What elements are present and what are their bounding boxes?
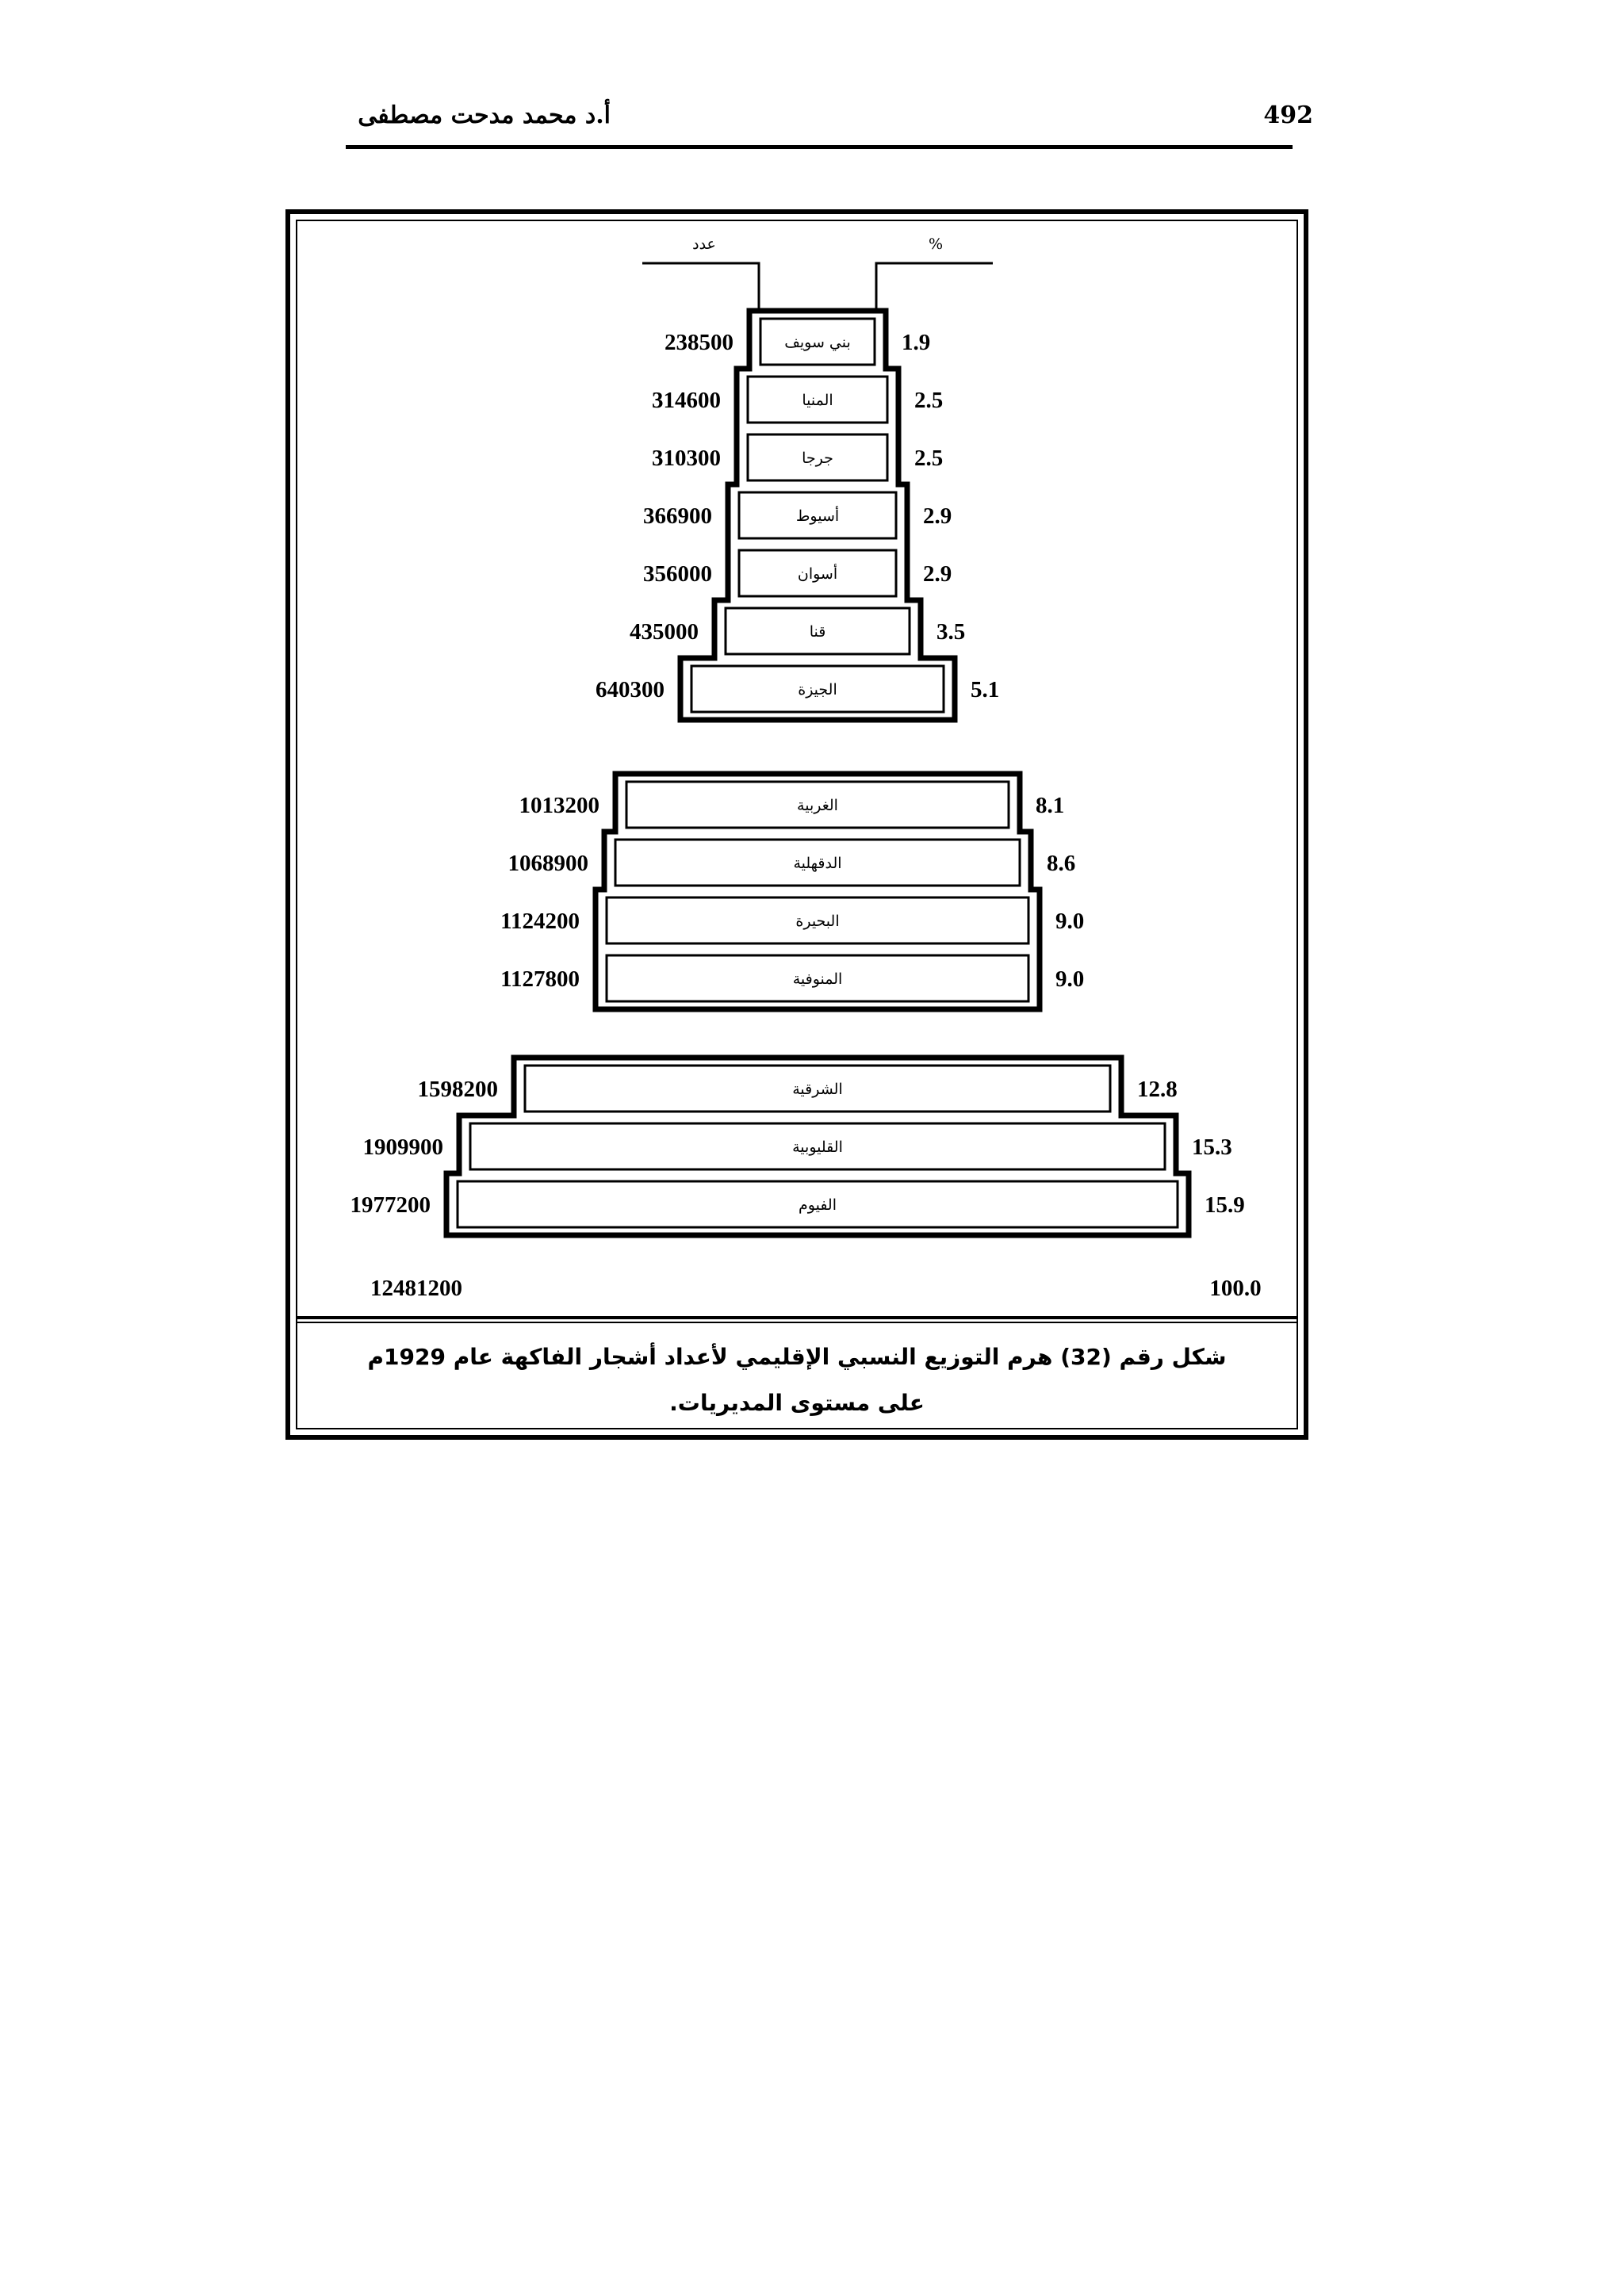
- count-value: 640300: [596, 677, 665, 702]
- count-value: 1124200: [500, 909, 580, 934]
- pyramid-chart: [285, 209, 1308, 1440]
- pyramid-row: [350, 1181, 1245, 1227]
- region-label: الفيوم: [799, 1196, 837, 1214]
- percent-value: 5.1: [971, 677, 1000, 702]
- frame-inner-border: [297, 220, 1297, 1429]
- count-value: 1977200: [350, 1192, 431, 1218]
- count-value: 1598200: [417, 1077, 498, 1102]
- region-label: الغربية: [797, 797, 838, 814]
- region-label: القليوبية: [792, 1138, 843, 1156]
- count-value: 1013200: [519, 793, 599, 818]
- figure-caption-line-2: على مستوى المديريات.: [669, 1390, 925, 1416]
- pyramid-row: [418, 1066, 1178, 1112]
- pyramid-row: [665, 319, 930, 365]
- pyramid-row: [596, 666, 999, 712]
- percent-value: 8.6: [1047, 851, 1076, 876]
- percent-value: 3.5: [936, 619, 966, 645]
- total-count: 12481200: [370, 1276, 462, 1301]
- percent-value: 12.8: [1137, 1077, 1178, 1102]
- header-author: أ.د محمد مدحت مصطفى: [358, 101, 611, 129]
- region-label: المنيا: [802, 392, 833, 409]
- region-label: الشرقية: [792, 1081, 843, 1098]
- percent-value: 2.9: [923, 561, 952, 587]
- count-value: 314600: [652, 388, 721, 413]
- count-value: 1909900: [362, 1135, 443, 1160]
- percent-value: 15.9: [1205, 1192, 1245, 1218]
- count-value: 356000: [643, 561, 712, 587]
- page-number: 492: [1263, 101, 1313, 129]
- percent-column-header: %: [928, 235, 944, 253]
- count-value: 1068900: [508, 851, 588, 876]
- figure-frame: [285, 209, 1308, 1440]
- percent-value: 2.5: [914, 446, 944, 471]
- percent-value: 9.0: [1055, 909, 1085, 934]
- region-label: البحيرة: [795, 913, 840, 930]
- pyramid-row: [500, 955, 1084, 1001]
- percent-header-line: [876, 263, 993, 311]
- total-percent: 100.0: [1209, 1276, 1262, 1301]
- percent-value: 2.5: [914, 388, 944, 413]
- pyramid-row: [363, 1123, 1232, 1169]
- percent-value: 15.3: [1192, 1135, 1232, 1160]
- header-rule: [346, 145, 1293, 149]
- pyramid-row: [508, 840, 1076, 886]
- pyramid-row: [519, 782, 1065, 828]
- figure-caption-line-1: شكل رقم (32) هرم التوزيع النسبي الإقليمي لأعداد أشجار الفاكهة عام 1929م: [367, 1344, 1227, 1370]
- region-label: الجيزة: [798, 681, 837, 698]
- region-label: قنا: [809, 623, 826, 641]
- pyramid-row: [500, 897, 1084, 943]
- count-value: 238500: [665, 330, 733, 355]
- region-label: بني سويف: [784, 334, 851, 351]
- region-label: المنوفية: [792, 970, 843, 988]
- percent-value: 2.9: [923, 503, 952, 529]
- count-header-line: [642, 263, 759, 311]
- pyramid-row: [630, 608, 965, 654]
- percent-value: 1.9: [902, 330, 931, 355]
- region-label: جرجا: [802, 450, 833, 467]
- percent-value: 8.1: [1036, 793, 1065, 818]
- region-label: أسيوط: [795, 507, 840, 525]
- count-column-header: عدد: [692, 235, 716, 253]
- region-label: الدقهلية: [793, 855, 842, 872]
- count-value: 310300: [652, 446, 721, 471]
- frame-outer-border: [288, 212, 1306, 1437]
- region-label: أسوان: [797, 565, 838, 583]
- count-value: 1127800: [500, 966, 580, 992]
- percent-value: 9.0: [1055, 966, 1085, 992]
- count-value: 435000: [630, 619, 699, 645]
- count-value: 366900: [643, 503, 712, 529]
